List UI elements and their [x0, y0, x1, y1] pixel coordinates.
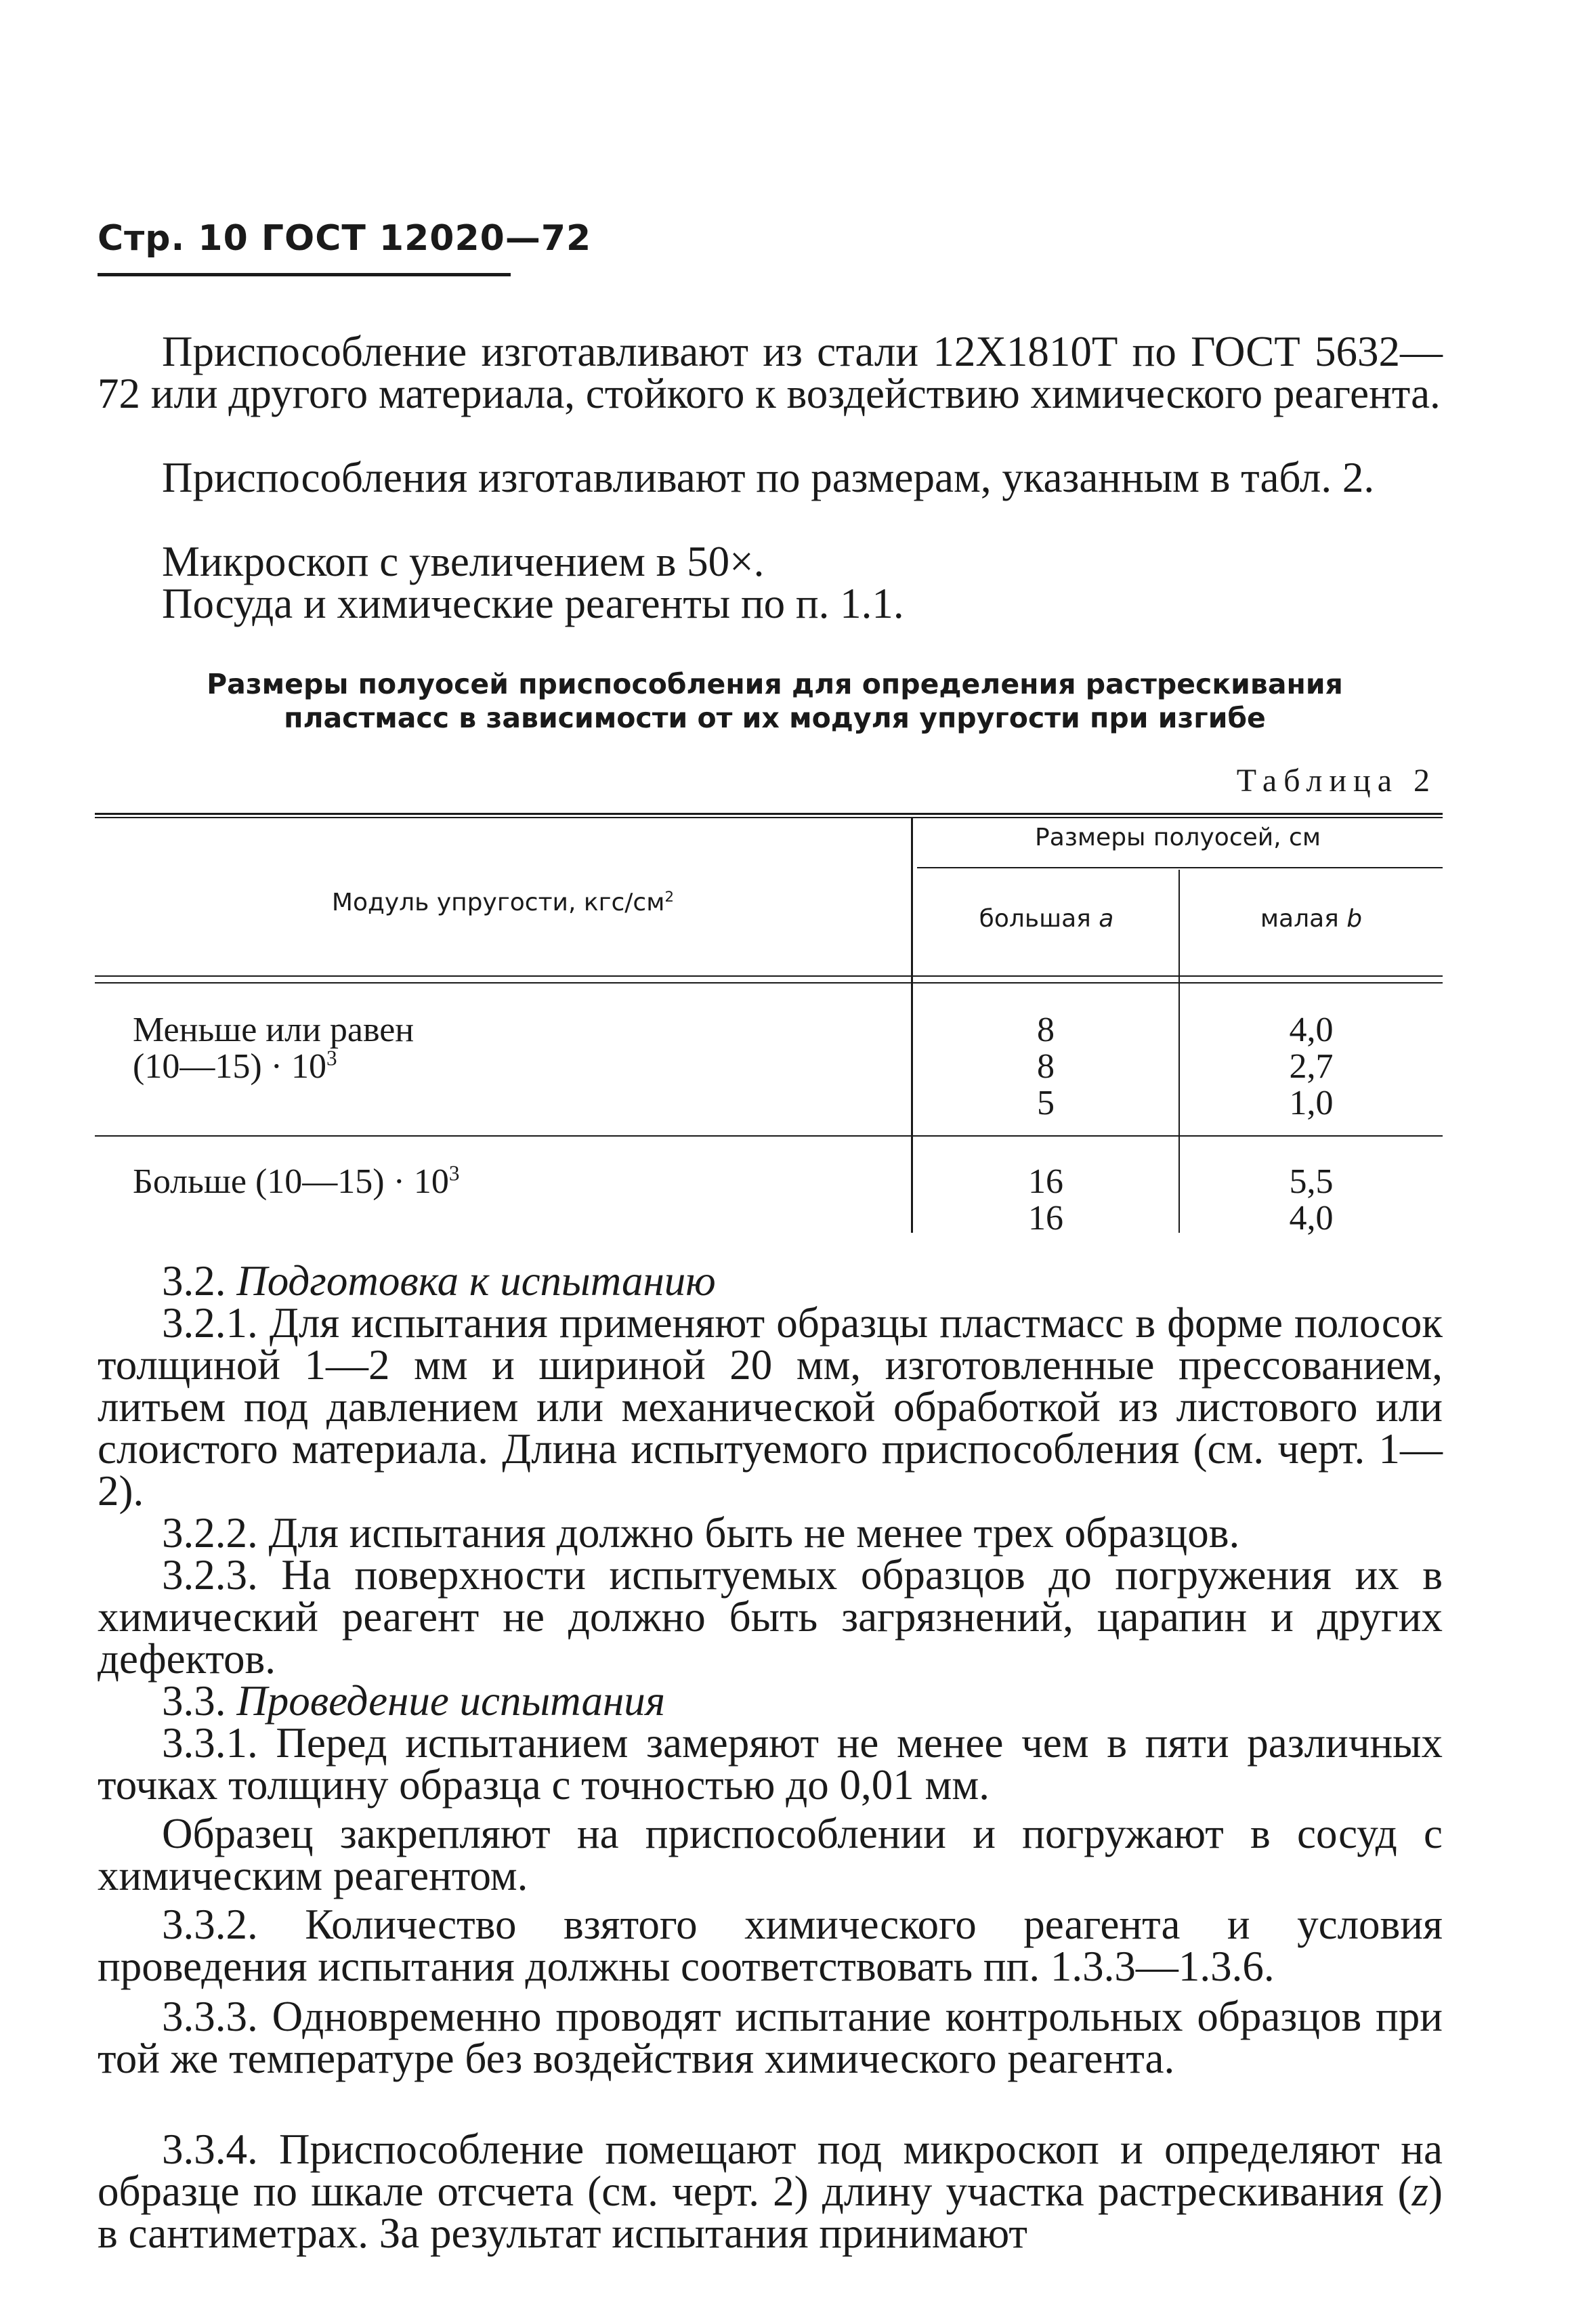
table-row-separator — [95, 1135, 1443, 1137]
header-underline — [98, 273, 511, 276]
intro-paragraph-microscope: Микроскоп с увеличением в 50×. — [162, 538, 765, 585]
paragraph-3-3-1-continued: Образец закрепляют на приспособлении и погружают в сосуд с химическим реагентом. — [98, 1810, 1443, 1899]
paragraph-3-2-1: 3.2.1. Для испытания применяют образцы пластмасс в форме полосок толщиной 1—2 мм и шириной 20 мм, изготовленные прессованием, литьем под давлением или механической обработкой из листового или слоистого материала. Длина испытуемого приспособления (см. черт. 1—2). — [98, 1299, 1443, 1515]
intro-paragraph-material: Приспособление изготавливают из стали 12Х1810Т по ГОСТ 5632—72 или другого материала, стойкого к воздействию химического реагента. — [98, 328, 1443, 417]
paragraph-3-3-4: 3.3.4. Приспособление помещают под микроскоп и определяют на образце по шкале отсчета (см. черт. 2) длину участка растрескивания (z) в сантиметрах. За результат испытания принимают — [98, 2126, 1443, 2257]
intro-paragraph-dimensions: Приспособления изготавливают по размерам, указанным в табл. 2. — [162, 454, 1375, 501]
paragraph-3-3-2: 3.3.2. Количество взятого химического реагента и условия проведения испытания должны соответствовать пп. 1.3.3—1.3.6. — [98, 1901, 1443, 1990]
table-top-rule — [95, 813, 1443, 815]
row-1-modulus: Меньше или равен (10—15) · $10^3$ — [133, 1011, 415, 1086]
header-minor-axis: малая b — [1260, 905, 1363, 933]
section-3-3-heading: 3.3. Проведение испытания — [162, 1677, 665, 1725]
header-modulus: Модуль упругости, кгс/$см^2$ — [331, 889, 675, 916]
section-3-2-heading: 3.2. Подготовка к испытанию — [162, 1257, 716, 1305]
table-caption-line-2: пластмасс в зависимости от их модуля упругости при изгибе — [284, 702, 1266, 734]
page-header: Стр. 10 ГОСТ 12020—72 — [98, 218, 592, 259]
table-caption-line-1: Размеры полуосей приспособления для определения растрескивания — [207, 668, 1343, 700]
row-1-major-values: 8 8 5 — [1037, 1011, 1055, 1122]
table-header-subrule — [917, 867, 1443, 868]
table-header-rule-2 — [95, 982, 1443, 984]
paragraph-3-3-3: 3.3.3. Одновременно проводят испытание контрольных образцов при той же температуре без воздействия химического реагента. — [98, 1993, 1443, 2082]
table-caption — [98, 667, 1452, 735]
paragraph-3-2-3: 3.2.3. На поверхности испытуемых образцов до погружения их в химический реагент не должно быть загрязнений, царапин и других дефектов. — [98, 1551, 1443, 1683]
row-2-major-values: 16 16 — [1028, 1162, 1063, 1238]
row-2-minor-values: 5,5 4,0 — [1289, 1162, 1334, 1238]
table-number: Таблица 2 — [1236, 763, 1437, 799]
paragraph-3-2-2: 3.2.2. Для испытания должно быть не менее трех образцов. — [162, 1509, 1240, 1557]
header-major-axis: большая a — [979, 905, 1114, 933]
header-semi-axes: Размеры полуосей, см — [1034, 824, 1321, 851]
intro-paragraph-reagents: Посуда и химические реагенты по п. 1.1. — [162, 580, 904, 627]
paragraph-3-3-1: 3.3.1. Перед испытанием замеряют не менее чем в пяти различных точках толщину образца с точностью до 0,01 мм. — [98, 1719, 1443, 1809]
row-2-modulus: Больше (10—15) · $10^3$ — [133, 1161, 460, 1201]
row-1-minor-values: 4,0 2,7 1,0 — [1289, 1011, 1334, 1122]
table-top-rule-inner — [95, 817, 1443, 818]
table-header-rule-1 — [95, 975, 1443, 977]
